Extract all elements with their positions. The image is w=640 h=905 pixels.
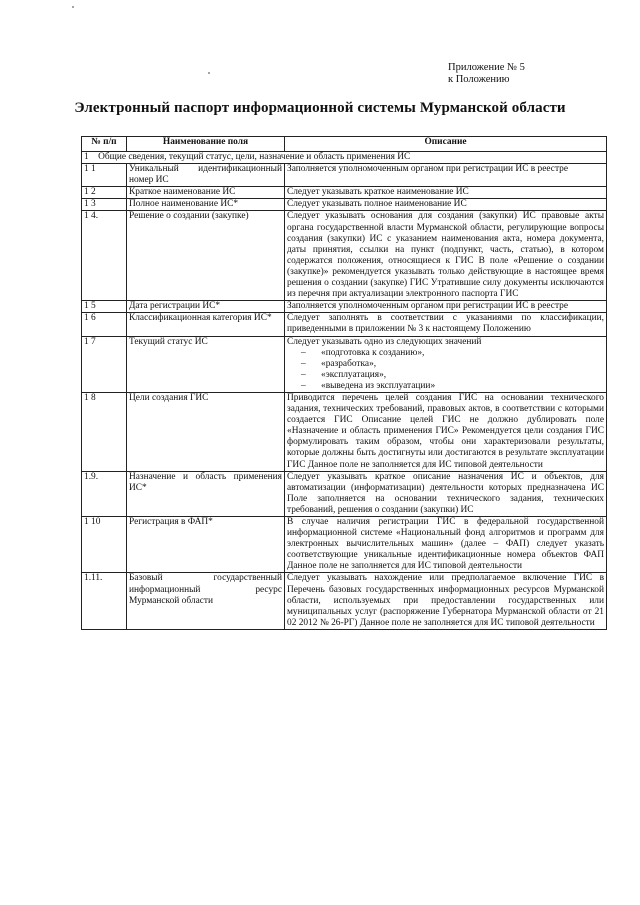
status-values-list	[287, 348, 604, 392]
row-number: 1 8	[82, 392, 127, 471]
section-row	[82, 152, 607, 164]
row-number: 1 5	[82, 301, 127, 313]
status-intro: Следует указывать одно из следующих значений	[287, 336, 482, 347]
header-description: Описание	[285, 137, 607, 152]
row-field: Базовый государственный информационный ресурс Мурманской области	[127, 573, 285, 629]
table-row	[82, 301, 607, 313]
row-field: Полное наименование ИС*	[127, 199, 285, 211]
row-field: Назначение и область применения ИС*	[127, 471, 285, 516]
row-field: Регистрация в ФАП*	[127, 517, 285, 573]
row-description	[285, 336, 607, 392]
row-number: 1 4.	[82, 211, 127, 301]
row-description: Следует указывать краткое описание назначения ИС и объектов, для автоматизации (информатизации) деятельности которых предназначена ИС Поле заполняется на основании технического задания, технических требований, решения о создании (закупки) ИС	[285, 471, 607, 516]
row-field: Цели создания ГИС	[127, 392, 285, 471]
table-row	[82, 573, 607, 629]
status-value: – «подготовка к созданию»,	[321, 348, 604, 359]
row-field: Текущий статус ИС	[127, 336, 285, 392]
row-description: Следует указывать краткое наименование ИС	[285, 187, 607, 199]
table-header-row	[82, 137, 607, 152]
row-field: Уникальный идентификационный номер ИС	[127, 164, 285, 187]
row-number: 1 3	[82, 199, 127, 211]
row-number: 1.11.	[82, 573, 127, 629]
table-row	[82, 471, 607, 516]
status-value: – «разработка»,	[321, 359, 604, 370]
row-number: 1 10	[82, 517, 127, 573]
row-description: Следует заполнять в соответствии с указаниями по классификации, приведенными в приложении № 3 к настоящему Положению	[285, 313, 607, 336]
row-description: Следует указывать нахождение или предполагаемое включение ГИС в Перечень базовых государственных информационных ресурсов Мурманской области, используемых при предоставлении государственных или муниципальных услуг (распоряжение Губернатора Мурманской области от 21 02 2012 № 26-РГ) Данное поле не заполняется для ИС типовой деятельности	[285, 573, 607, 629]
row-description: Заполняется уполномоченным органом при регистрации ИС в реестре	[285, 164, 607, 187]
annex-line-1: Приложение № 5	[448, 62, 525, 73]
table-row	[82, 164, 607, 187]
row-description: В случае наличия регистрации ГИС в федеральной государственной информационной системе «Национальный фонд алгоритмов и программ для электронных вычислительных машин» (далее – ФАП) следует указать соответствующие уникальные идентификационные номера объектов ФАП Данное поле не заполняется для ИС типовой деятельности	[285, 517, 607, 573]
section-number: 1	[84, 152, 89, 162]
table-row	[82, 199, 607, 211]
row-field: Классификационная категория ИС*	[127, 313, 285, 336]
annex-line-2: к Положению	[448, 74, 510, 85]
scan-speck	[72, 6, 74, 8]
status-value: – «эксплуатация»,	[321, 370, 604, 381]
table-row	[82, 313, 607, 336]
section-cell	[82, 152, 607, 164]
row-field: Дата регистрации ИС*	[127, 301, 285, 313]
table-row	[82, 336, 607, 392]
table-row	[82, 211, 607, 301]
document-title: Электронный паспорт информационной системы Мурманской области	[74, 100, 566, 116]
row-field: Решение о создании (закупке)	[127, 211, 285, 301]
annex-note	[448, 62, 525, 86]
header-num: № п/п	[82, 137, 127, 152]
table-row	[82, 187, 607, 199]
status-value: – «выведена из эксплуатации»	[321, 381, 604, 392]
scan-speck	[208, 72, 210, 74]
row-description: Приводится перечень целей создания ГИС на основании технического задания, технических требований, правовых актов, в соответствии с которыми создается ГИС Описание целей ГИС не должно дублировать поле «Назначение и область применения ГИС» Рекомендуется цели создания ГИС формулировать таким образом, чтобы они характеризовали результаты, которые должны быть достигнуты или достигаются в результате эксплуатации ГИС Данное поле не заполняется для ИС типовой деятельности	[285, 392, 607, 471]
row-number: 1 1	[82, 164, 127, 187]
header-field: Наименование поля	[127, 137, 285, 152]
row-description: Следует указывать основания для создания (закупки) ИС правовые акты органа государственной власти Мурманской области, регулирующие вопросы создания (закупки) ИС с указанием наименования акта, номера документа, даты принятия, ссылки на пункт (подпункт, часть, статью), в котором содержатся положения, относящиеся к ГИС В поле «Решение о создании (закупке)» рекомендуется указывать только действующие в настоящее время решения о создании (закупке) ГИС Утратившие силу документы исключаются из перечня при актуализации электронного паспорта ГИС	[285, 211, 607, 301]
row-description: Следует указывать полное наименование ИС	[285, 199, 607, 211]
row-description: Заполняется уполномоченным органом при регистрации ИС в реестре	[285, 301, 607, 313]
passport-table	[81, 136, 607, 630]
table-row	[82, 517, 607, 573]
table-row	[82, 392, 607, 471]
section-label: Общие сведения, текущий статус, цели, назначение и область применения ИС	[98, 152, 411, 162]
row-number: 1 6	[82, 313, 127, 336]
row-number: 1.9.	[82, 471, 127, 516]
row-number: 1 2	[82, 187, 127, 199]
row-field: Краткое наименование ИС	[127, 187, 285, 199]
row-number: 1 7	[82, 336, 127, 392]
